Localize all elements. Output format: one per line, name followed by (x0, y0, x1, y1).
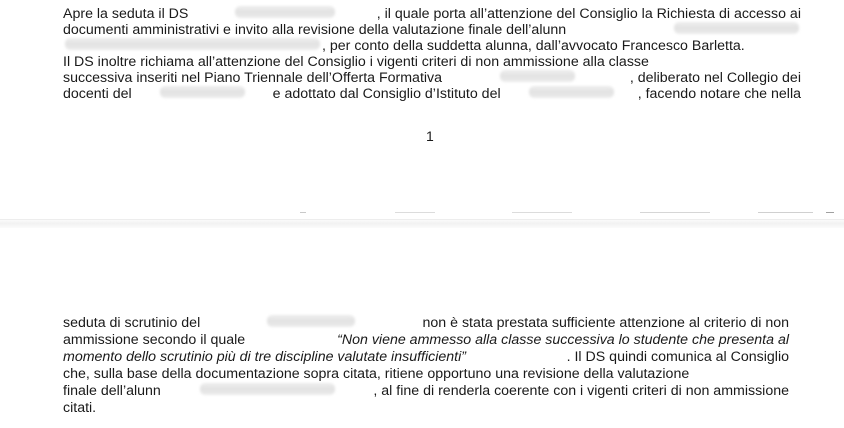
paragraph-line (63, 349, 789, 365)
paragraph-line (63, 332, 789, 348)
text-segment: non è stata prestata sufficiente attenzione al criterio di non (418, 315, 789, 331)
text-segment: docenti del (63, 86, 136, 102)
text-segment: , deliberato nel Collegio dei (629, 70, 801, 86)
scan-noise (640, 212, 710, 213)
paragraph-line (63, 315, 789, 331)
text-segment: , per conto della suddetta alunna, dall’avvocato Francesco Barletta. (322, 38, 745, 54)
text-segment: momento dello scrutinio più di tre discipline valutate insufficienti” (63, 349, 466, 365)
paragraph-line (63, 54, 801, 70)
paragraph-line (63, 6, 801, 22)
redaction-mark (200, 383, 335, 395)
text-segment: , facendo notare che nella (637, 86, 801, 102)
scan-noise (395, 212, 435, 213)
redaction-mark (500, 70, 575, 82)
text-segment: citati. (63, 400, 97, 416)
page-break (0, 219, 844, 228)
page-number: 1 (426, 128, 434, 144)
text-segment: successiva inseriti nel Piano Triennale dell’Offerta Formativa (63, 70, 446, 86)
text-segment: che, sulla base della documentazione sopra citata, ritiene opportuno una revisione della valutazione (63, 366, 690, 382)
redaction-mark (674, 22, 799, 34)
paragraph-line (63, 22, 801, 38)
text-segment: , il quale porta all’attenzione del Consiglio la Richiesta di accesso ai (376, 6, 801, 22)
text-segment: e adottato dal Consiglio d’Istituto del (268, 86, 505, 102)
scan-noise (758, 212, 813, 213)
redaction-mark (235, 6, 335, 18)
text-segment: , al fine di renderla coerente con i vigenti criteri di non ammissione (373, 383, 789, 399)
scan-noise (826, 212, 834, 213)
paragraph-line (63, 70, 801, 86)
text-segment: ammissione secondo il quale (63, 332, 250, 348)
text-segment: Il DS inoltre richiama all’attenzione del Consiglio i vigenti criteri di non ammissione alla classe (63, 54, 649, 70)
text-segment: “Non viene ammesso alla classe successiva lo studente che presenta al (337, 332, 789, 348)
paragraph-line (63, 38, 801, 54)
redaction-mark (267, 315, 355, 327)
paragraph-line (63, 366, 789, 382)
scan-noise (300, 212, 306, 213)
paragraph-line (63, 86, 801, 102)
redaction-mark (160, 86, 245, 98)
paragraph-line (63, 383, 789, 399)
scan-noise (512, 212, 572, 213)
text-segment: seduta di scrutinio del (63, 315, 205, 331)
text-segment: . Il DS quindi comunica al Consiglio (566, 349, 789, 365)
text-segment: documenti amministrativi e invito alla revisione della valutazione finale dell’alunn (63, 22, 567, 38)
redaction-mark (65, 38, 320, 50)
text-segment: Apre la seduta il DS (63, 6, 193, 22)
redaction-mark (529, 86, 614, 98)
paragraph-line (63, 400, 789, 416)
text-segment: finale dell’alunn (63, 383, 161, 399)
